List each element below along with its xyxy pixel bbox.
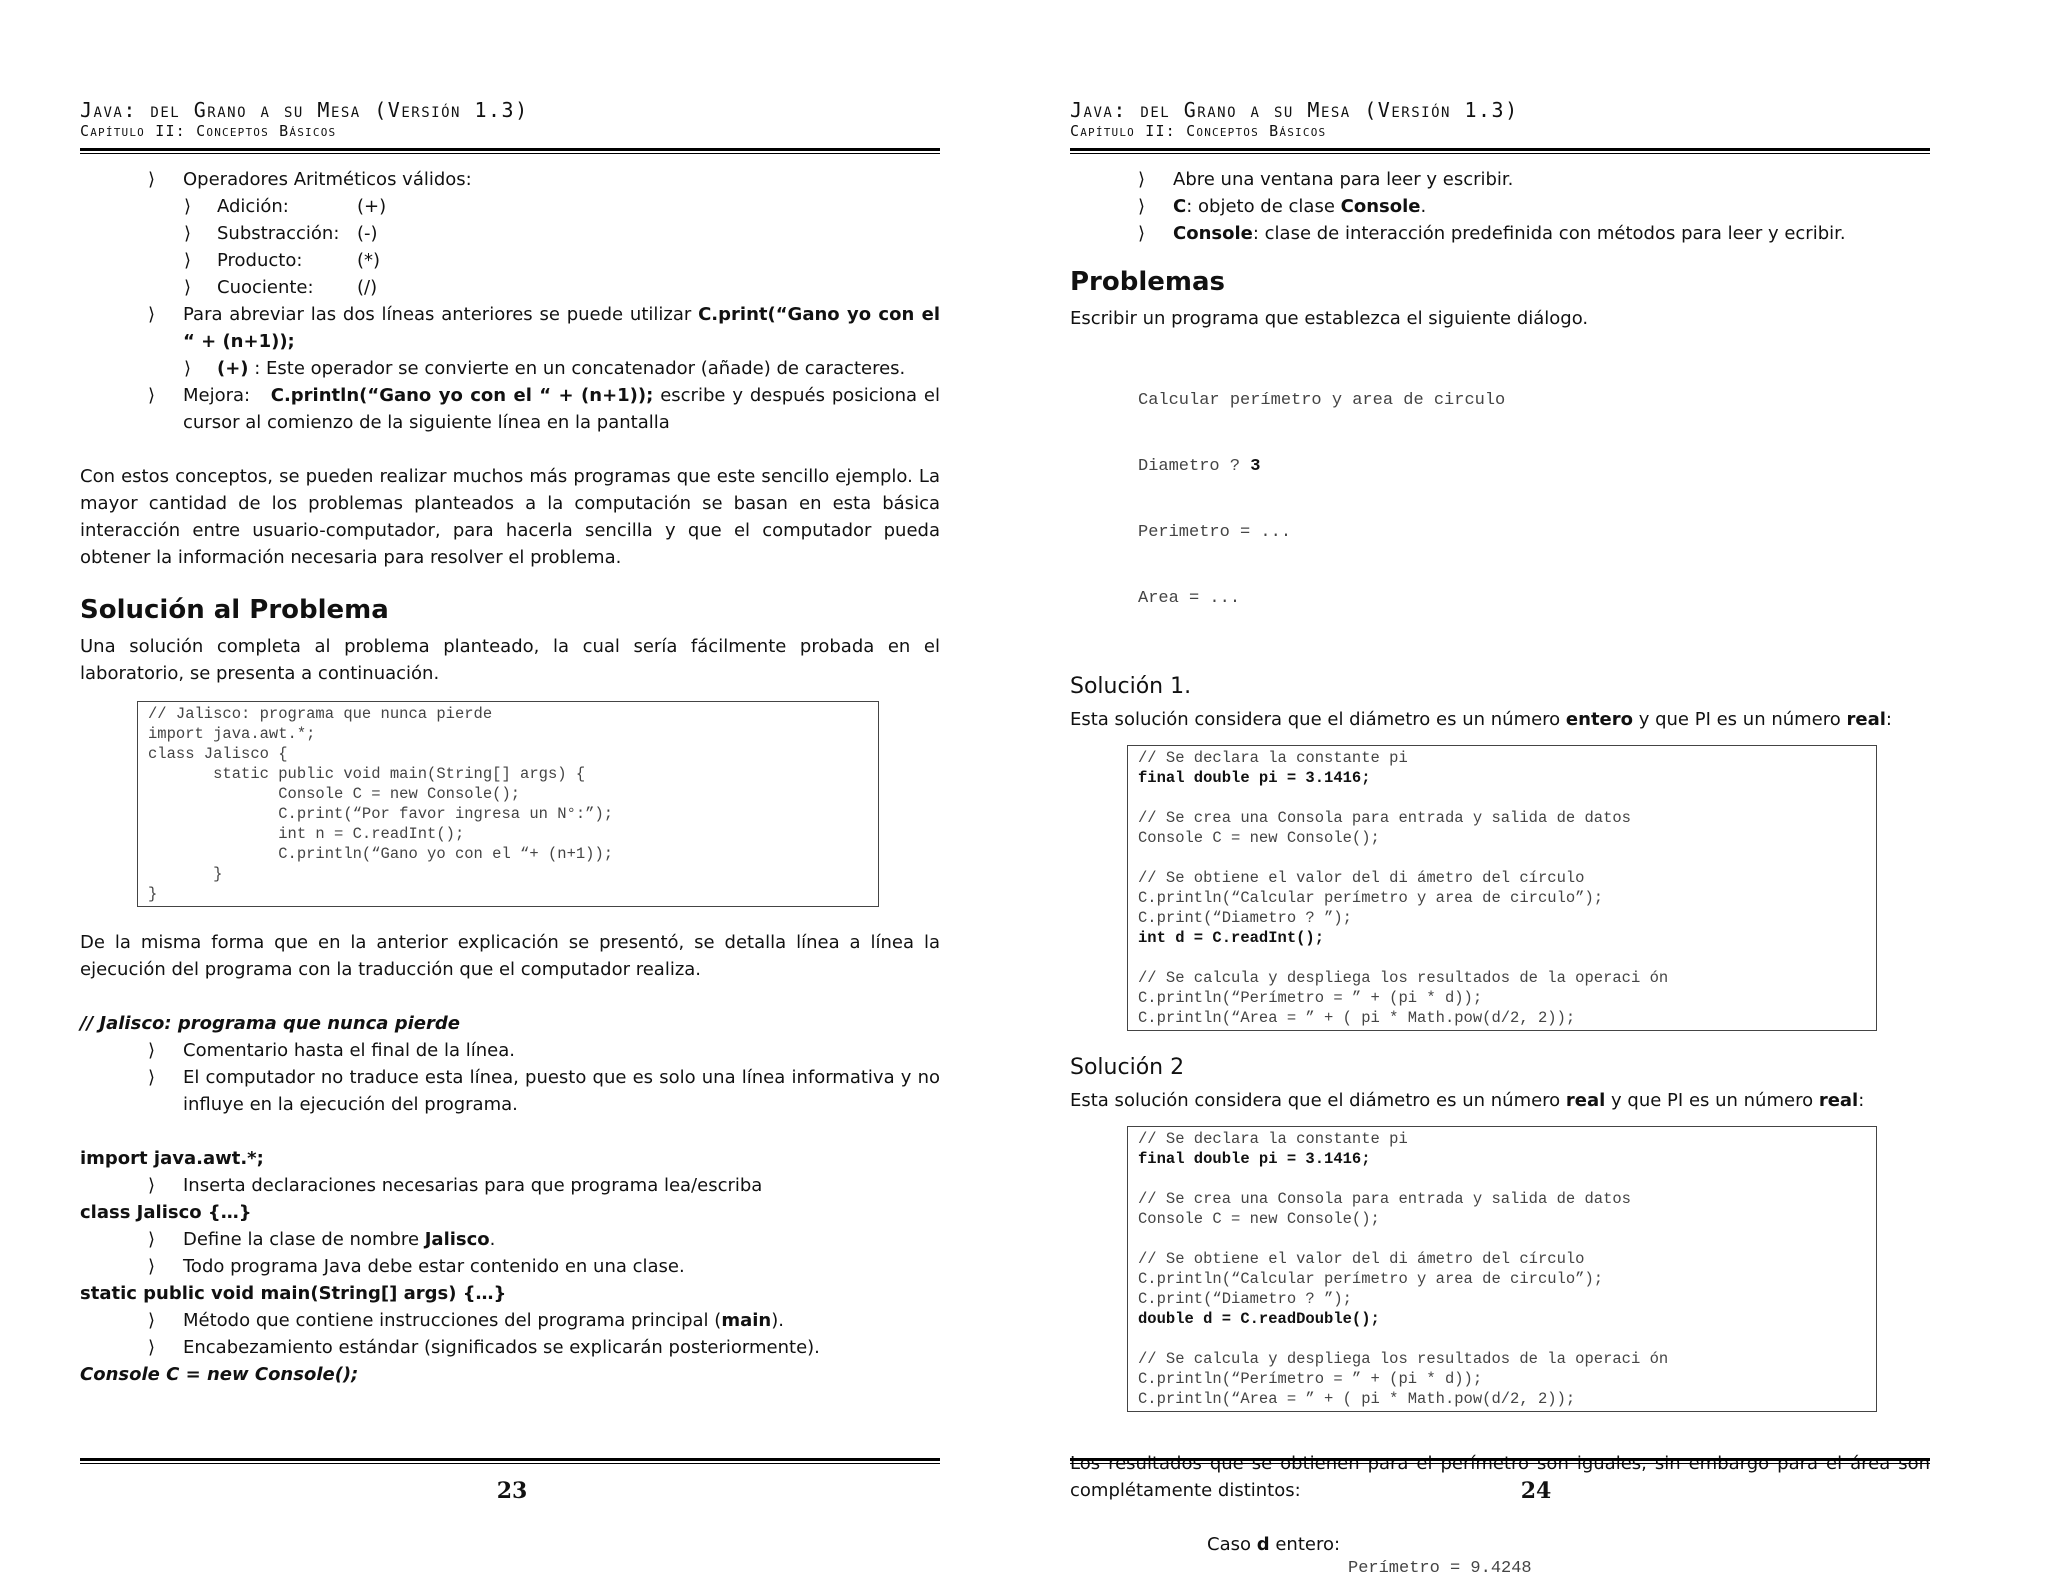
bullet-icon: ⟩ <box>184 277 192 298</box>
code-line-heading: import java.awt.*; <box>80 1148 264 1169</box>
chapter-title: Capítulo II: Conceptos Básicos <box>1070 122 1327 140</box>
operator-name: Adición: <box>217 196 289 217</box>
code-line-heading: // Jalisco: programa que nunca pierde <box>80 1013 460 1034</box>
list-item: ⟩ Encabezamiento estándar (significados se explicarán posteriormente). <box>80 1334 940 1361</box>
code-line: C.println(“Perímetro = ” + (pi * d)); <box>1138 1370 1483 1388</box>
paragraph: Esta solución considera que el diámetro es un número entero y que PI es un número real: <box>1070 709 1892 730</box>
section-title: Solución al Problema <box>80 595 389 625</box>
paragraph: Escribir un programa que establezca el siguiente diálogo. <box>1070 308 1589 329</box>
code-line-heading: static public void main(String[] args) {…} <box>80 1283 507 1304</box>
list-item: ⟩ Operadores Aritméticos válidos: <box>80 166 940 193</box>
code-line: final double pi = 3.1416; <box>1138 769 1371 787</box>
code-line: C.println(“Area = ” + ( pi * Math.pow(d/2, 2)); <box>1138 1390 1576 1408</box>
list-item: ⟩ Para abreviar las dos líneas anteriores se puede utilizar C.print(“Gano yo con el “ + (n+1)); <box>80 301 940 355</box>
code-line: // Se calcula y despliega los resultados de la operaci ón <box>1138 969 1669 987</box>
list-item: ⟩ Inserta declaraciones necesarias para que programa lea/escriba <box>80 1172 940 1199</box>
bullet-icon: ⟩ <box>148 1040 156 1061</box>
section-title: Problemas <box>1070 267 1226 297</box>
list-item: ⟩ Método que contiene instrucciones del programa principal (main). <box>80 1307 940 1334</box>
operator-name: Producto: <box>217 250 303 271</box>
operator-symbol: (+) <box>357 196 387 217</box>
book-title: Java: del Grano a su Mesa (Versión 1.3) <box>80 98 529 122</box>
list-item: ⟩ C: objeto de clase Console. <box>1070 193 1930 220</box>
bullet-icon: ⟩ <box>1138 223 1146 244</box>
paragraph: Una solución completa al problema planteado, la cual sería fácilmente probada en el laboratorio, se presenta a continuación. <box>80 636 940 684</box>
bullet-icon: ⟩ <box>184 358 192 379</box>
list-item: ⟩ (+) : Este operador se convierte en un concatenador (añade) de caracteres. <box>80 355 940 382</box>
operator-name: Substracción: <box>217 223 340 244</box>
code-line: C.println(“Perímetro = ” + (pi * d)); <box>1138 989 1483 1007</box>
code-line: // Se crea una Consola para entrada y salida de datos <box>1138 1190 1631 1208</box>
code-line: // Se obtiene el valor del di ámetro del círculo <box>1138 1250 1585 1268</box>
code-block: // Jalisco: programa que nunca pierde import java.awt.*; class Jalisco { static public void main(String[] args) { Console C = new Console(); C.print(“Por favor ingresa un N°:”); int n = C.readInt(); C.println(“Gano yo con el “+ (n+1)); } } <box>137 701 879 907</box>
operator-symbol: (/) <box>357 277 378 298</box>
list-item: ⟩ Define la clase de nombre Jalisco. <box>80 1226 940 1253</box>
code-line: Console C = new Console(); <box>1138 829 1380 847</box>
code-block <box>1127 1126 1877 1412</box>
code-line: C.print(“Diametro ? ”); <box>1138 1290 1352 1308</box>
paragraph: Esta solución considera que el diámetro es un número real y que PI es un número real: <box>1070 1090 1865 1111</box>
dialog-example: Calcular perímetro y area de circulo Diametro ? 3 Perimetro = ... Area = ... <box>1138 391 1506 608</box>
bullet-icon: ⟩ <box>184 223 192 244</box>
subsection-title: Solución 2 <box>1070 1055 1185 1080</box>
book-title: Java: del Grano a su Mesa (Versión 1.3) <box>1070 98 1519 122</box>
list-item: ⟩ Console: clase de interacción predefinida con métodos para leer y ecribir. <box>1070 220 1930 247</box>
bullet-icon: ⟩ <box>148 1310 156 1331</box>
code-line: C.println(“Area = ” + ( pi * Math.pow(d/2, 2)); <box>1138 1009 1576 1027</box>
list-item: ⟩ El computador no traduce esta línea, puesto que es solo una línea informativa y no influye en la ejecución del programa. <box>80 1064 940 1118</box>
code-line-heading: Console C = new Console(); <box>80 1364 359 1385</box>
list-item: ⟩ Abre una ventana para leer y escribir. <box>1070 166 1930 193</box>
code-line: // Se declara la constante pi <box>1138 1130 1408 1148</box>
code-line: double d = C.readDouble(); <box>1138 1310 1380 1328</box>
code-line: // Se crea una Consola para entrada y salida de datos <box>1138 809 1631 827</box>
code-line: int d = C.readInt(); <box>1138 929 1325 947</box>
chapter-title: Capítulo II: Conceptos Básicos <box>80 122 337 140</box>
case-label: Caso d entero: <box>1207 1534 1341 1555</box>
bullet-icon: ⟩ <box>148 169 156 190</box>
page-number: 23 <box>496 1478 528 1504</box>
operator-symbol: (-) <box>357 223 378 244</box>
bullet-icon: ⟩ <box>148 1337 156 1358</box>
operator-symbol: (*) <box>357 250 381 271</box>
bullet-icon: ⟩ <box>148 385 156 406</box>
list-item: ⟩ Todo programa Java debe estar contenido en una clase. <box>80 1253 940 1280</box>
code-line: final double pi = 3.1416; <box>1138 1150 1371 1168</box>
paragraph: Los resultados que se obtienen para el perímetro son iguales, sin embargo para el área son complétamente distintos: <box>1070 1453 1930 1501</box>
bullet-icon: ⟩ <box>1138 169 1146 190</box>
bullet-icon: ⟩ <box>148 1067 156 1088</box>
paragraph: Con estos conceptos, se pueden realizar muchos más programas que este sencillo ejemplo. La mayor cantidad de los problemas planteados a la computación se basan en esta básica interacción entre usuario-computador, para hacerla sencilla y que el computador pueda obtener la información necesaria para resolver el problema. <box>80 466 940 568</box>
bullet-icon: ⟩ <box>148 1175 156 1196</box>
operator-name: Cuociente: <box>217 277 314 298</box>
code-line: C.println(“Calcular perímetro y area de circulo”); <box>1138 889 1604 907</box>
bullet-icon: ⟩ <box>184 196 192 217</box>
list-item: ⟩ Mejora: C.println(“Gano yo con el “ + (n+1)); escribe y después posiciona el cursor al comienzo de la siguiente línea en la pantalla <box>80 382 940 436</box>
bullet-icon: ⟩ <box>148 1229 156 1250</box>
right-content <box>1070 166 1930 1580</box>
code-line: Console C = new Console(); <box>1138 1210 1380 1228</box>
subsection-title: Solución 1. <box>1070 674 1192 699</box>
footer-rule <box>1070 1458 1930 1464</box>
bullet-icon: ⟩ <box>148 304 156 325</box>
page-number: 24 <box>1520 1478 1552 1504</box>
code-block <box>1127 745 1877 1031</box>
case-value: Perímetro = 9.4248 <box>1348 1559 1532 1578</box>
code-line: C.print(“Diametro ? ”); <box>1138 909 1352 927</box>
list-item: ⟩ Comentario hasta el final de la línea. <box>80 1037 940 1064</box>
code-line-heading: class Jalisco {…} <box>80 1202 252 1223</box>
code-line: // Se declara la constante pi <box>1138 749 1408 767</box>
code-line: C.println(“Calcular perímetro y area de circulo”); <box>1138 1270 1604 1288</box>
bullet-icon: ⟩ <box>1138 196 1146 217</box>
header-rule <box>1070 148 1930 154</box>
bullet-icon: ⟩ <box>148 1256 156 1277</box>
bullet-icon: ⟩ <box>184 250 192 271</box>
code-line: // Se obtiene el valor del di ámetro del círculo <box>1138 869 1585 887</box>
code-line: // Se calcula y despliega los resultados de la operaci ón <box>1138 1350 1669 1368</box>
paragraph: De la misma forma que en la anterior explicación se presentó, se detalla línea a línea la ejecución del programa con la traducción que el computador realiza. <box>80 932 940 980</box>
